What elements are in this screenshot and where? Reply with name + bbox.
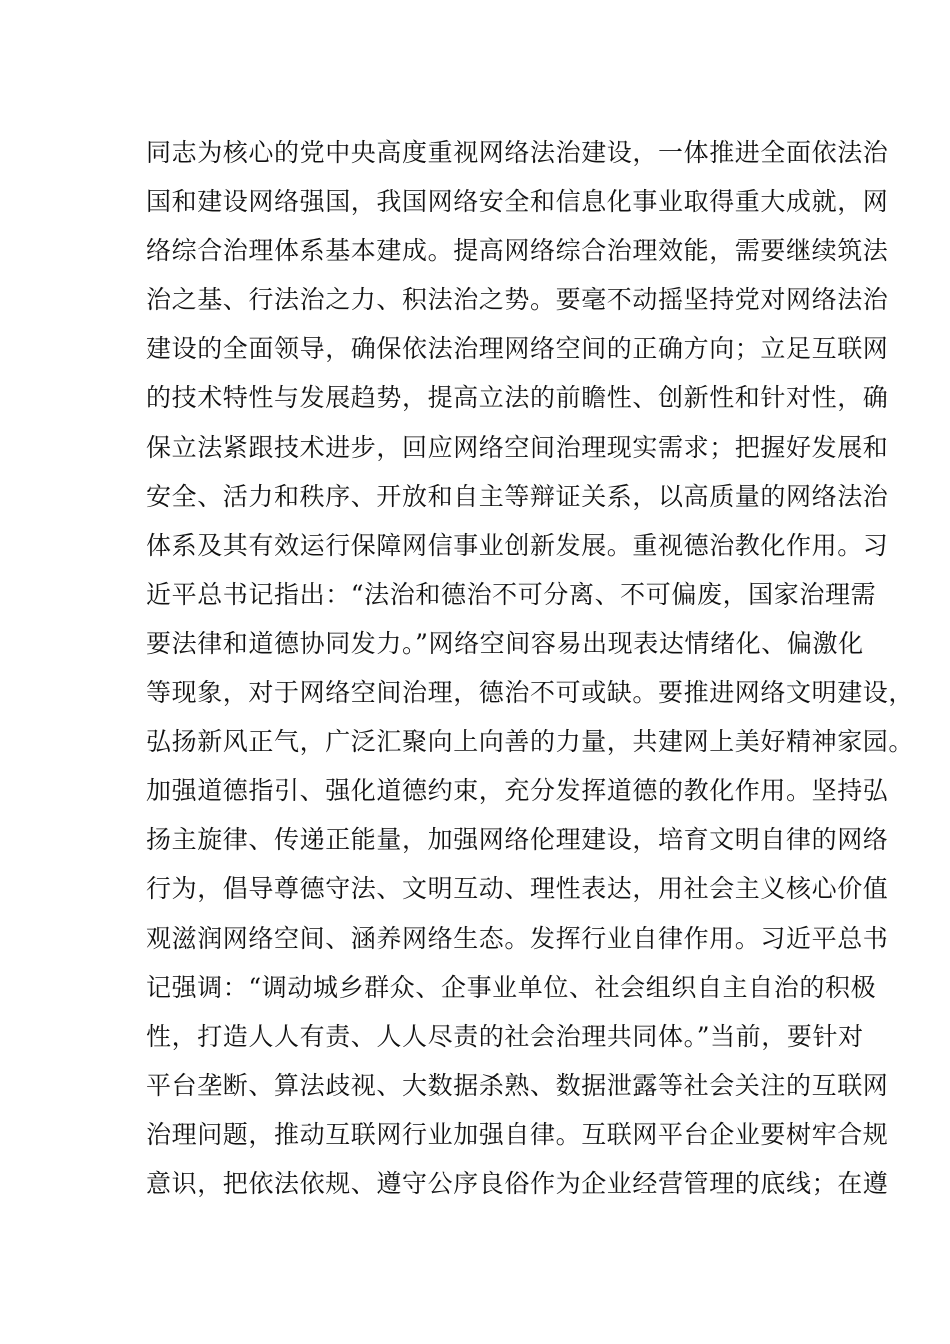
text-line: 意识，把依法依规、遵守公序良俗作为企业经营管理的底线；在遵: [146, 1168, 889, 1198]
text-line: 安全、活力和秩序、开放和自主等辩证关系，以高质量的网络法治: [146, 481, 889, 511]
text-line: 络综合治理体系基本建成。提高网络综合治理效能，需要继续筑法: [146, 236, 889, 266]
text-line: 建设的全面领导，确保依法治理网络空间的正确方向；立足互联网: [146, 334, 889, 364]
text-line: 加强道德指引、强化道德约束，充分发挥道德的教化作用。坚持弘: [146, 776, 889, 806]
text-line: 治理问题，推动互联网行业加强自律。互联网平台企业要树牢合规: [146, 1119, 889, 1149]
text-line: 体系及其有效运行保障网信事业创新发展。重视德治教化作用。习: [146, 530, 889, 560]
text-line: 国和建设网络强国，我国网络安全和信息化事业取得重大成就，网: [146, 187, 889, 217]
text-line: 平台垄断、算法歧视、大数据杀熟、数据泄露等社会关注的互联网: [146, 1070, 889, 1100]
text-line: 观滋润网络空间、涵养网络生态。发挥行业自律作用。习近平总书: [146, 923, 889, 953]
text-line: 等现象，对于网络空间治理，德治不可或缺。要推进网络文明建设，: [146, 678, 915, 708]
text-line: 近平总书记指出：“法治和德治不可分离、不可偏废，国家治理需: [146, 579, 877, 609]
text-line: 保立法紧跟技术进步，回应网络空间治理现实需求；把握好发展和: [146, 432, 889, 462]
text-line: 同志为核心的党中央高度重视网络法治建设，一体推进全面依法治: [146, 138, 889, 167]
text-line: 行为，倡导尊德守法、文明互动、理性表达，用社会主义核心价值: [146, 874, 889, 904]
body-paragraph: [146, 128, 915, 1208]
text-line: 性，打造人人有责、人人尽责的社会治理共同体。”当前，要针对: [146, 1021, 864, 1051]
text-line: 记强调：“调动城乡群众、企事业单位、社会组织自主自治的积极: [146, 972, 877, 1002]
text-line: 弘扬新风正气，广泛汇聚向上向善的力量，共建网上美好精神家园。: [146, 727, 915, 757]
text-line: 扬主旋律、传递正能量，加强网络伦理建设，培育文明自律的网络: [146, 825, 889, 855]
text-line: 的技术特性与发展趋势，提高立法的前瞻性、创新性和针对性，确: [146, 383, 889, 413]
text-line: 治之基、行法治之力、积法治之势。要毫不动摇坚持党对网络法治: [146, 285, 889, 315]
text-line: 要法律和道德协同发力。”网络空间容易出现表达情绪化、偏激化: [146, 628, 864, 658]
